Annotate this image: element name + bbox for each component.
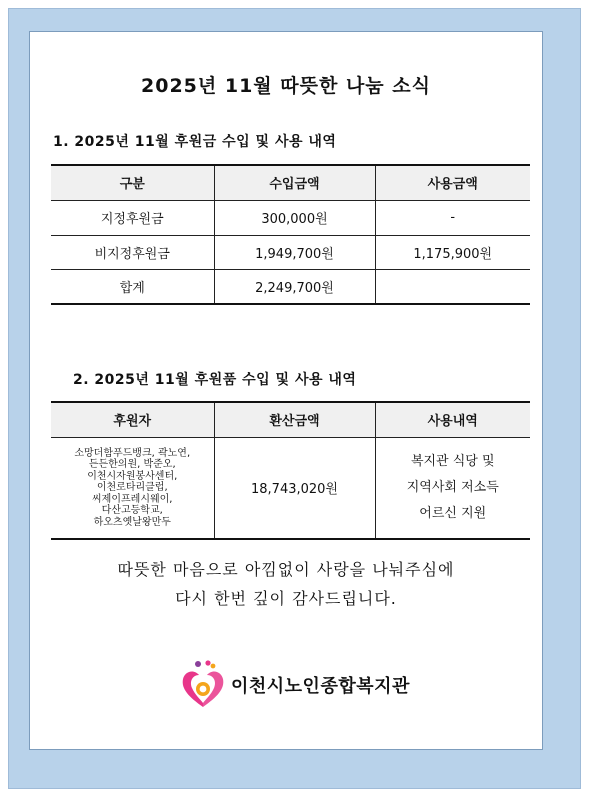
table-row: [51, 200, 530, 235]
amount-cell: 18,743,020원: [214, 437, 375, 539]
organization-logo: [179, 659, 227, 711]
thanks-line: 다시 한번 깊이 감사드립니다.: [175, 589, 397, 608]
table-header-row: [51, 402, 530, 437]
table-cell: 지정후원금: [51, 200, 214, 235]
column-header: 후원자: [51, 402, 214, 437]
page-title: 2025년 11월 따뜻한 나눔 소식: [141, 75, 431, 97]
donor-line: 든든한의원, 박준오,: [88, 459, 176, 470]
table-cell: 합계: [51, 269, 214, 304]
table-cell: [375, 269, 530, 304]
thanks-message: [30, 555, 542, 613]
organization-name: 이천시노인종합복지관: [231, 676, 410, 697]
donor-line: 씨제이프레시웨이,: [92, 493, 173, 505]
usage-line: 어르신 지원: [419, 505, 487, 521]
table-row: [51, 437, 530, 539]
column-header: 환산금액: [214, 402, 375, 437]
usage-line: 지역사회 저소득: [406, 479, 499, 495]
donor-line: 하오츠옛날왕만두: [93, 516, 171, 528]
donation-money-table: [51, 164, 530, 305]
column-header: 구분: [51, 165, 214, 200]
notice-page: [29, 31, 543, 750]
donor-line: 소망더함푸드뱅크, 곽노연,: [74, 447, 191, 459]
section1-heading: 1. 2025년 11월 후원금 수입 및 사용 내역: [53, 134, 337, 150]
table-row: [51, 235, 530, 269]
usage-line: 복지관 식당 및: [410, 453, 495, 469]
table-cell: 300,000원: [214, 200, 375, 235]
donor-line: 이천시자원봉사센터,: [87, 470, 178, 482]
table-cell: 1,949,700원: [214, 235, 375, 269]
table-header-row: [51, 165, 530, 200]
column-header: 수입금액: [214, 165, 375, 200]
thanks-line: 따뜻한 마음으로 아낌없이 사랑을 나눠주심에: [117, 560, 455, 579]
table-cell: 1,175,900원: [375, 235, 530, 269]
table-row-total: [51, 269, 530, 304]
table-cell: 2,249,700원: [214, 269, 375, 304]
table-cell: -: [375, 200, 530, 235]
section2-heading: 2. 2025년 11월 후원품 수입 및 사용 내역: [73, 372, 357, 388]
column-header: 사용내역: [375, 402, 530, 437]
donation-goods-table: [51, 401, 530, 540]
donor-line: 이천로타리클럽,: [96, 482, 168, 493]
usage-cell: [375, 437, 530, 539]
donor-line: 다산고등학교,: [101, 505, 163, 516]
column-header: 사용금액: [375, 165, 530, 200]
table-cell: 비지정후원금: [51, 235, 214, 269]
donor-list-cell: [51, 437, 214, 539]
